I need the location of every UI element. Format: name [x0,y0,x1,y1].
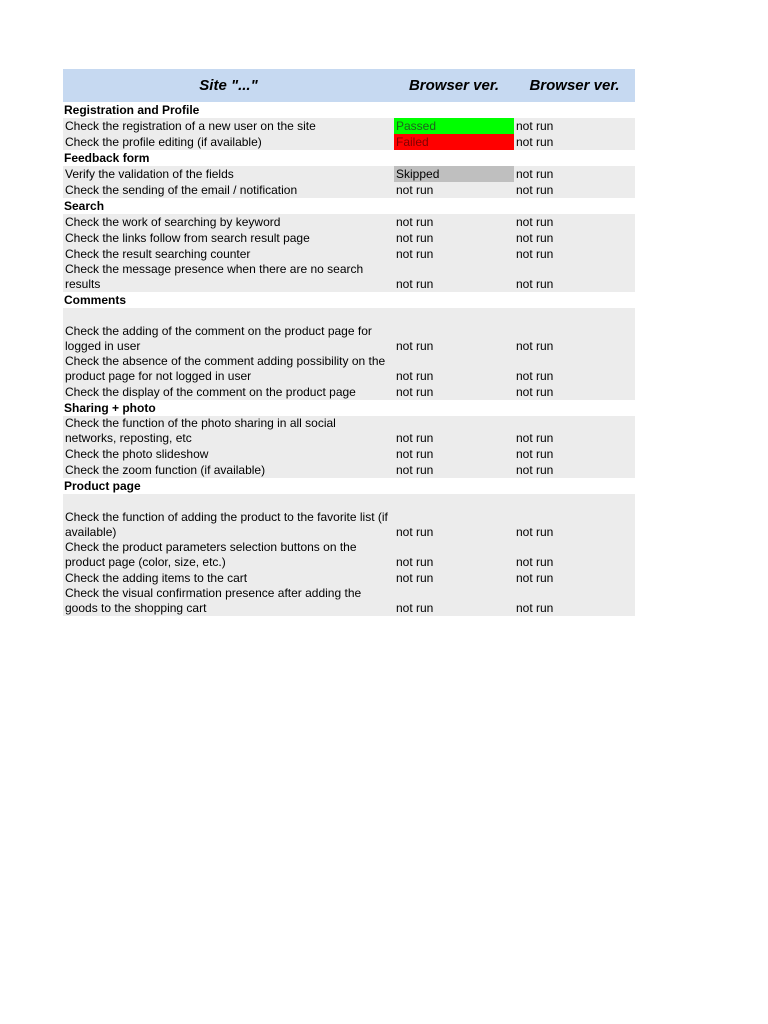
header-browser-2: Browser ver. [529,77,620,94]
browser-2-status-cell[interactable]: not run [516,369,554,383]
browser-1-status-cell[interactable]: Passed [394,118,514,134]
browser-2-status-cell[interactable]: not run [516,571,554,585]
test-case-description: Check the work of searching by keyword [65,215,281,229]
browser-2-status-cell[interactable]: not run [516,247,554,261]
test-case-description: Check the adding items to the cart [65,571,248,585]
table-row [63,324,635,354]
browser-1-status-cell[interactable]: not run [396,369,434,383]
browser-2-status-cell[interactable]: not run [516,277,554,291]
browser-2-status-cell[interactable]: not run [516,525,554,539]
table-row [63,166,635,182]
browser-2-status-cell[interactable]: not run [516,135,554,149]
table-row [63,416,635,446]
browser-1-status-cell[interactable]: not run [396,525,434,539]
browser-1-status-cell[interactable]: not run [396,183,434,197]
test-case-description: Check the links follow from search result page [65,231,310,245]
table-row [63,118,635,134]
test-case-description: Check the visual confirmation presence after adding the goods to the shopping cart [65,586,362,615]
browser-2-status-cell[interactable]: not run [516,385,554,399]
browser-1-status-cell[interactable]: not run [396,447,434,461]
browser-1-status-cell[interactable]: not run [396,385,434,399]
section-title-search: Search [64,199,105,213]
section-title-feedback-form: Feedback form [64,151,150,165]
test-case-description: Check the product parameters selection buttons on the product page (color, size, etc.) [65,540,357,569]
browser-2-status-cell[interactable]: not run [516,167,554,181]
browser-1-status-cell[interactable]: not run [396,431,434,445]
table-row [63,510,635,540]
table-row [63,384,635,400]
test-case-description: Check the sending of the email / notification [65,183,298,197]
test-case-description: Check the absence of the comment adding possibility on the product page for not logged in user [65,354,386,383]
table-row [63,134,635,150]
browser-1-status-cell[interactable]: not run [396,463,434,477]
header-browser-1: Browser ver. [408,77,500,94]
browser-1-status-cell[interactable]: not run [396,339,434,353]
test-case-description: Check the display of the comment on the product page [65,385,356,399]
browser-1-status-cell[interactable]: Failed [394,134,514,150]
browser-2-status-cell[interactable]: not run [516,447,554,461]
section-title-registration-and-profile: Registration and Profile [64,103,200,117]
test-case-description: Check the function of the photo sharing in all social networks, reposting, etc [65,416,336,445]
test-case-description: Check the photo slideshow [65,447,209,461]
test-case-description: Verify the validation of the fields [65,167,234,181]
table-row [63,262,635,292]
table-row [63,570,635,586]
browser-2-status-cell[interactable]: not run [516,339,554,353]
browser-1-status-cell[interactable]: not run [396,571,434,585]
test-case-description: Check the profile editing (if available) [65,135,262,149]
table-row [63,354,635,384]
table-row [63,230,635,246]
browser-2-status-cell[interactable]: not run [516,231,554,245]
browser-2-status-cell[interactable]: not run [516,215,554,229]
table-body [63,102,635,616]
browser-1-status-cell[interactable]: Skipped [394,166,514,182]
browser-2-status-cell[interactable]: not run [516,555,554,569]
table-row [63,182,635,198]
browser-1-status-cell[interactable]: not run [396,215,434,229]
browser-2-status-cell[interactable]: not run [516,463,554,477]
test-checklist-table [63,69,635,616]
test-case-description: Check the function of adding the product to the favorite list (if available) [65,510,388,539]
table-row [63,586,635,616]
browser-1-status-cell[interactable]: not run [396,277,434,291]
header-site: Site "..." [199,77,258,94]
table-row [63,462,635,478]
table-row [63,214,635,230]
section-title-product-page: Product page [64,479,141,493]
browser-2-status-cell[interactable]: not run [516,431,554,445]
browser-1-status-cell[interactable]: not run [396,247,434,261]
browser-2-status-cell[interactable]: not run [516,601,554,615]
section-title-sharing-photo: Sharing + photo [64,401,156,415]
spacer-row [63,308,635,324]
test-case-description: Check the registration of a new user on the site [65,119,316,133]
test-case-description: Check the message presence when there are no search results [65,262,364,291]
browser-2-status-cell[interactable]: not run [516,183,554,197]
browser-2-status-cell[interactable]: not run [516,119,554,133]
test-case-description: Check the zoom function (if available) [65,463,266,477]
table-row [63,246,635,262]
section-title-comments: Comments [64,293,127,307]
spacer-row [63,494,635,510]
test-case-description: Check the result searching counter [65,247,251,261]
browser-1-status-cell[interactable]: not run [396,601,434,615]
header-row [63,69,635,102]
test-case-description: Check the adding of the comment on the product page for logged in user [65,324,372,353]
browser-1-status-cell[interactable]: not run [396,555,434,569]
table-row [63,446,635,462]
browser-1-status-cell[interactable]: not run [396,231,434,245]
table-row [63,540,635,570]
